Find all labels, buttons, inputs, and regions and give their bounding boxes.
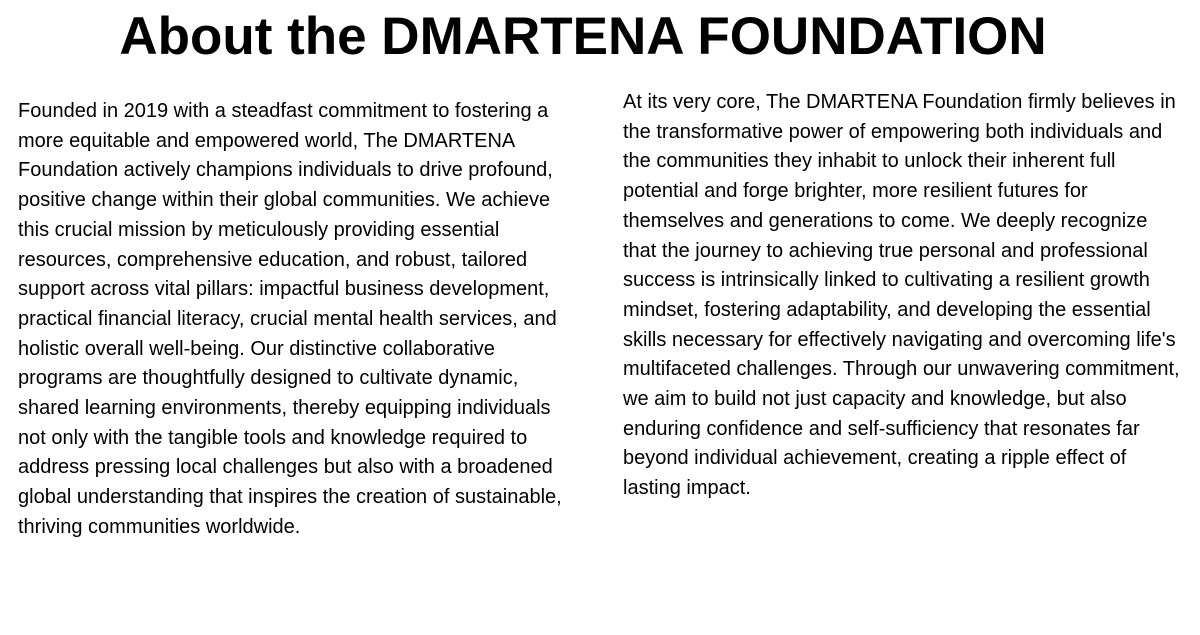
about-paragraph-right: At its very core, The DMARTENA Foundation firmly believes in the transformative power of empowering both individuals and the communities they inhabit to unlock their inherent full potential and forge brighter, more resilient futures for themselves and generations to come. We deeply recognize that the journey to achieving true personal and professional success is intrinsically linked to cultivating a resilient growth mindset, fostering adaptability, and developing the essential skills necessary for effectively navigating and overcoming life's multifaceted challenges. Through our unwavering commitment, we aim to build not just capacity and knowledge, but also enduring confidence and self-sufficiency that resonates far beyond individual achievement, creating a ripple effect of lasting impact. — [623, 91, 1180, 500]
page-title: About the DMARTENA FOUNDATION — [119, 7, 1047, 66]
about-paragraph-left: Founded in 2019 with a steadfast commitment to fostering a more equitable and empowered world, The DMARTENA Foundation actively champions individuals to drive profound, positive change within their global communities. We achieve this crucial mission by meticulously providing essential resources, comprehensive education, and robust, tailored support across vital pillars: impactful business development, practical financial literacy, crucial mental health services, and holistic overall well-being. Our distinctive collaborative programs are thoughtfully designed to cultivate dynamic, shared learning environments, thereby equipping individuals not only with the tangible tools and knowledge required to address pressing local challenges but also with a broadened global understanding that inspires the creation of sustainable, thriving communities worldwide. — [18, 100, 562, 538]
